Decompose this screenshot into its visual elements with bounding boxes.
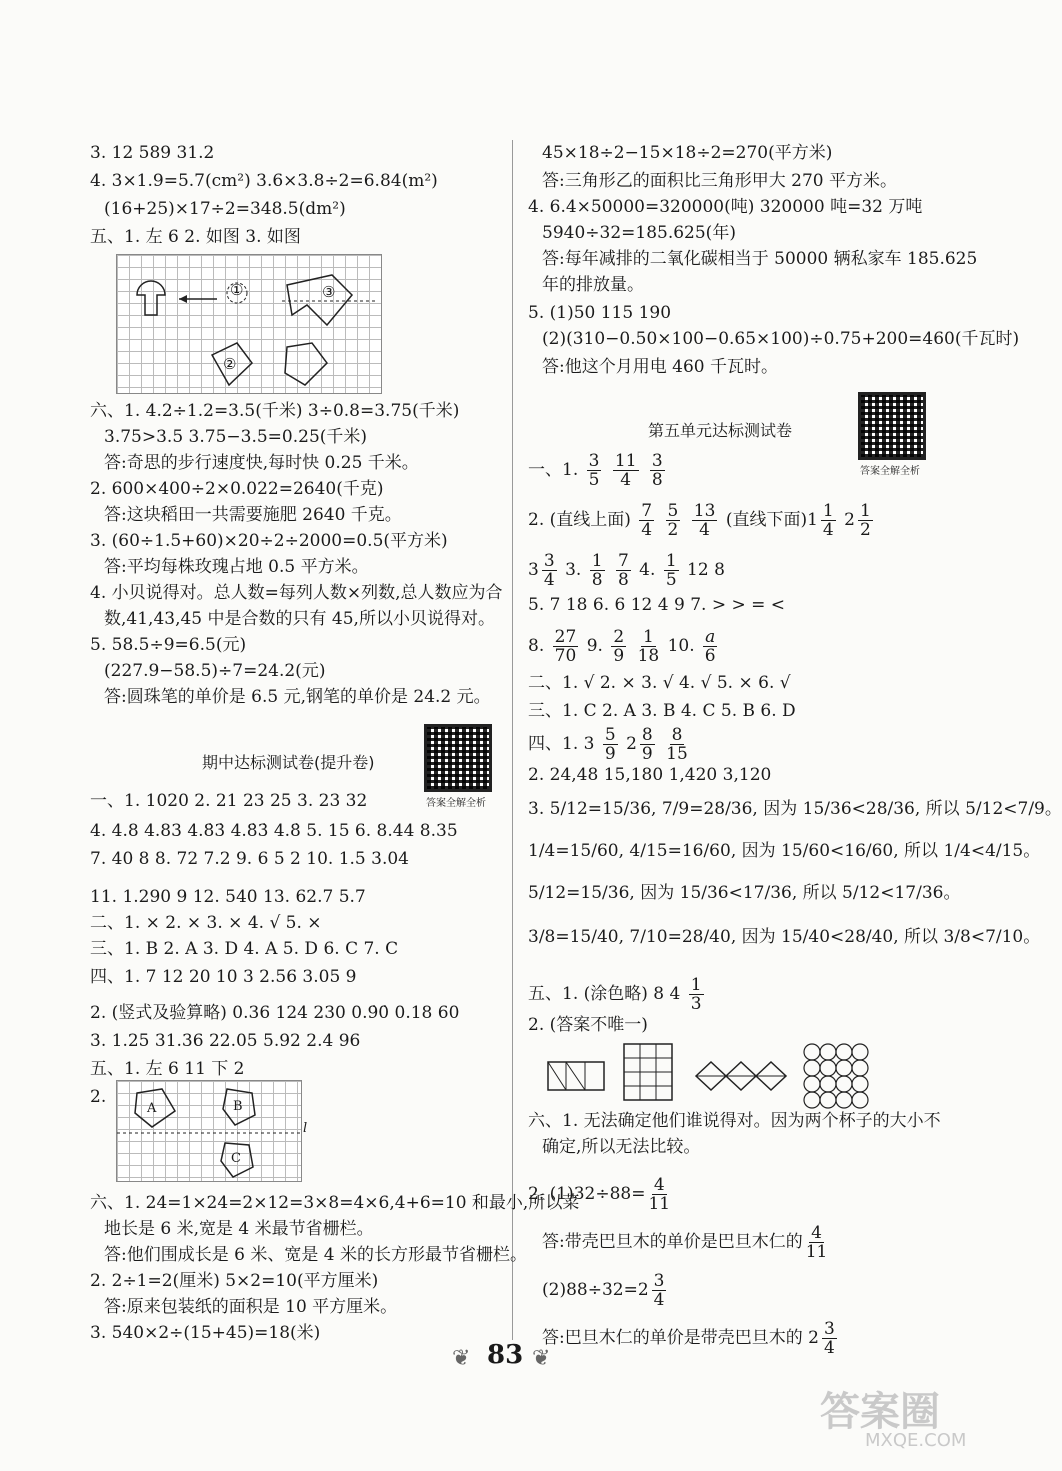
column-divider <box>512 140 513 1340</box>
item-prefix: 2. (直线上面) <box>528 510 631 530</box>
denominator: 15 <box>666 744 688 764</box>
denominator: 2 <box>667 520 679 540</box>
denominator: 9 <box>604 744 616 764</box>
fraction <box>858 502 873 539</box>
qr-code-icon[interactable] <box>424 724 492 792</box>
fraction <box>821 502 836 539</box>
numerator: 5 <box>604 725 616 745</box>
leaf-decoration-icon: ❦ <box>452 1346 471 1371</box>
item-prefix: 9. <box>586 636 603 656</box>
answer-line: 5. (1)50 115 190 <box>528 303 672 323</box>
answer-line: 地长是 6 米,宽是 4 米最节省栅栏。 <box>104 1219 374 1239</box>
fraction <box>611 628 626 665</box>
figure-label-b: B <box>233 1099 243 1114</box>
numerator: 11 <box>614 451 637 471</box>
fraction <box>603 726 618 763</box>
fraction <box>703 628 717 665</box>
numerator: 3 <box>543 551 555 571</box>
answer-line: 5. 58.5÷9=6.5(元) <box>90 635 247 655</box>
denominator: 8 <box>617 570 629 590</box>
denominator: 4 <box>823 1338 835 1358</box>
numerator: 1 <box>859 501 871 521</box>
fraction-line <box>542 1224 830 1261</box>
fraction-line <box>542 1272 669 1309</box>
answer-line: 六、1. 无法确定他们谁说得对。因为两个杯子的大小不 <box>528 1111 941 1131</box>
item-text: 答:巴旦木仁的单价是带壳巴旦木的 2 <box>542 1328 819 1348</box>
numerator: 4 <box>653 1175 665 1195</box>
item-prefix: 一、1. <box>528 460 579 480</box>
answer-line: 六、1. 24=1×24=2×12=3×8=4×6,4+6=10 和最小,所以菜 <box>90 1193 580 1213</box>
fraction <box>664 552 679 589</box>
denominator: 4 <box>641 520 653 540</box>
answer-line: 答:奇思的步行速度快,每时快 0.25 千米。 <box>104 453 419 473</box>
answer-line: 三、1. B 2. A 3. D 4. A 5. D 6. C 7. C <box>90 939 399 959</box>
fraction-line <box>528 1176 673 1213</box>
denominator: 4 <box>699 520 710 540</box>
fraction-line <box>542 1320 840 1357</box>
grid-figure-symmetry <box>116 1080 308 1182</box>
answer-line: 确定,所以无法比较。 <box>542 1137 701 1157</box>
numerator: 3 <box>588 451 600 471</box>
shape-original <box>137 281 165 315</box>
answer-line: 4. 4.8 4.83 4.8̇3̇ 4.8̇3̇ 4.8̇ 5. 15 6. 8.44 8.35 <box>90 821 458 841</box>
shape-four <box>285 343 327 385</box>
fraction <box>587 452 602 489</box>
answer-line: 二、1. √ 2. × 3. √ 4. √ 5. × 6. √ <box>528 673 791 693</box>
fraction <box>638 628 660 665</box>
denominator: 8 <box>651 470 663 490</box>
answer-line: 5940÷32=185.625(年) <box>542 223 736 243</box>
answer-line: 2. 24,48 15,180 1,420 3,120 <box>528 765 772 785</box>
answer-line: 年的排放量。 <box>542 275 644 295</box>
answer-line: 5. 7 18 6. 6 12 4 9 7. > > = < <box>528 595 786 615</box>
watermark-logo: 答案圈 <box>820 1389 940 1435</box>
denominator: 2 <box>859 520 871 540</box>
figure-label-c: C <box>231 1151 241 1166</box>
whole-number: 2 <box>626 734 637 754</box>
figure-shapes <box>117 255 381 393</box>
watermark-url: MXQE.COM <box>865 1430 967 1451</box>
numerator: 5 <box>667 501 679 521</box>
answer-line: (227.9−58.5)÷7=24.2(元) <box>104 661 326 681</box>
answer-line: 答:原来包装纸的面积是 10 平方厘米。 <box>104 1297 398 1317</box>
fraction <box>639 502 654 539</box>
fraction-line <box>528 628 720 665</box>
denominator: 3 <box>690 994 702 1014</box>
numerator: 7 <box>617 551 629 571</box>
answer-line: 六、1. 4.2÷1.2=3.5(千米) 3÷0.8=3.75(千米) <box>90 401 460 421</box>
item-text: 12 8 <box>687 560 725 580</box>
item-text: (2)88÷32=2 <box>542 1280 649 1300</box>
section-title: 期中达标测试卷(提升卷) <box>202 753 375 772</box>
answer-line: 答:三角形乙的面积比三角形甲大 270 平方米。 <box>542 171 897 191</box>
fraction <box>553 628 579 665</box>
answer-line: 三、1. C 2. A 3. B 4. C 5. B 6. D <box>528 701 796 721</box>
numerator: 1 <box>822 501 834 521</box>
answer-line: 2. 2÷1=2(厘米) 5×2=10(平方厘米) <box>90 1271 379 1291</box>
answer-line: 2. 600×400÷2×0.022=2640(千克) <box>90 479 384 499</box>
denominator: 70 <box>554 646 577 666</box>
numerator: 4 <box>811 1223 822 1243</box>
figure-circles <box>804 1044 868 1108</box>
fraction <box>822 1320 837 1357</box>
numerator: 2 <box>613 627 625 647</box>
whole-number: 3 <box>528 560 539 580</box>
item-prefix: 4. <box>639 560 656 580</box>
numerator: 1 <box>591 551 603 571</box>
answer-line: 答:圆珠笔的单价是 6.5 元,钢笔的单价是 24.2 元。 <box>104 687 491 707</box>
numerator: 1 <box>690 975 702 995</box>
answer-line: 11. 1.290 9 12. 540 13. 62.7 5.7 <box>90 887 366 907</box>
answer-line: 3. (60÷1.5+60)×20÷2÷2000=0.5(平方米) <box>90 531 448 551</box>
answer-line: 答:他们围成长是 6 米、宽是 4 米的长方形最节省栅栏。 <box>104 1245 527 1265</box>
answer-line: 2. <box>90 1087 107 1107</box>
fraction <box>650 452 665 489</box>
qr-label: 答案全解全析 <box>426 798 486 809</box>
numerator: 1 <box>665 551 677 571</box>
answer-line: 一、1. 1020 2. 21 23 25 3. 23 32 <box>90 791 368 811</box>
answer-line: 答:这块稻田一共需要施肥 2640 千克。 <box>104 505 402 525</box>
item-prefix: 10. <box>667 636 695 656</box>
answer-line: 45×18÷2−15×18÷2=270(平方米) <box>542 143 833 163</box>
figure-label-3: ③ <box>322 283 336 301</box>
answer-line: 1/4=15/60, 4/15=16/60, 因为 15/60<16/60, 所以 1/4<4/15。 <box>528 841 1041 861</box>
numerator: 7 <box>641 501 653 521</box>
answer-line: 2. (竖式及验算略) 0.36 124 230 0.9̇0̇ 0.18 60 <box>90 1003 460 1023</box>
denominator: 6 <box>704 646 716 666</box>
answer-line: 四、1. 7 12 20 10 3 2.56 3.05 9 <box>90 967 357 987</box>
qr-label: 答案全解全析 <box>860 466 920 477</box>
fraction <box>590 552 605 589</box>
page-number: 83 <box>487 1340 524 1370</box>
figure-rect-triangles <box>548 1062 604 1090</box>
denominator: 11 <box>648 1194 671 1214</box>
denominator: 8 <box>591 570 603 590</box>
numerator: 13 <box>693 501 716 521</box>
item-text: 答:带壳巴旦木的单价是巴旦木仁的 <box>542 1232 803 1252</box>
item-prefix: 五、1. (涂色略) 8 4 <box>528 984 681 1004</box>
qr-code-icon[interactable] <box>858 392 926 460</box>
answer-line: 答:他这个月用电 460 千瓦时。 <box>542 357 778 377</box>
fraction-line <box>528 502 876 539</box>
fraction <box>616 552 631 589</box>
arrow-head <box>179 295 187 303</box>
axis-label-l: l <box>303 1121 308 1136</box>
numerator: 8 <box>671 725 683 745</box>
denominator: 9 <box>613 646 625 666</box>
denominator: 4 <box>653 1290 665 1310</box>
shape-three <box>287 275 352 325</box>
answer-line: 数,41,43,45 中是合数的只有 45,所以小贝说得对。 <box>104 609 495 629</box>
fraction-line <box>528 726 691 763</box>
answer-line: 答:每年减排的二氧化碳相当于 50000 辆私家车 185.625 <box>542 249 978 269</box>
item-text: 2. (1)32÷88= <box>528 1184 646 1204</box>
numerator: 3 <box>651 451 663 471</box>
answer-line: 7. 40 8 8. 72 7.2 9. 6 5 2 10. 1.5 3.04 <box>90 849 409 869</box>
answer-line: 二、1. × 2. × 3. × 4. √ 5. × <box>90 913 322 933</box>
fraction <box>613 452 639 489</box>
fraction <box>689 976 704 1013</box>
answer-line: 3. 5/12=15/36, 7/9=28/36, 因为 15/36<28/36, 所以 5/12<7/9。 <box>528 799 1062 819</box>
answer-line: 五、1. 左 6 2. 如图 3. 如图 <box>90 227 301 247</box>
fraction <box>640 726 655 763</box>
denominator: 4 <box>620 470 632 490</box>
answer-line: (16+25)×17÷2=348.5(dm²) <box>104 199 346 219</box>
numerator: a <box>705 627 716 647</box>
answer-line: 五、1. 左 6 11 下 2 <box>90 1059 245 1079</box>
answer-line: 3. 12 589 31.2 <box>90 143 215 163</box>
fraction-line <box>528 452 668 489</box>
figure-diamonds <box>696 1062 786 1090</box>
denominator: 18 <box>637 646 660 666</box>
answer-line: 4. 小贝说得对。总人数=每列人数×列数,总人数应为合 <box>90 583 503 603</box>
answer-line: 答:平均每株玫瑰占地 0.5 平方米。 <box>104 557 369 577</box>
leaf-decoration-icon: ❦ <box>532 1346 551 1371</box>
item-prefix: 3. <box>565 560 582 580</box>
fraction <box>692 502 718 539</box>
fraction-line <box>528 552 725 589</box>
grid-figure-translation <box>116 254 382 394</box>
answer-line: 3/8=15/40, 7/10=28/40, 因为 15/40<28/40, 所以 3/8<7/10。 <box>528 927 1041 947</box>
numerator: 3 <box>823 1319 835 1339</box>
shading-figures <box>548 1040 948 1110</box>
figure-grid <box>624 1044 672 1100</box>
fraction <box>666 502 681 539</box>
denominator: 9 <box>641 744 653 764</box>
item-prefix: 四、1. 3 <box>528 734 595 754</box>
numerator: 3 <box>653 1271 665 1291</box>
figure-label-2: ② <box>223 355 237 373</box>
answer-line: 4. 3×1.9=5.7(cm²) 3.6×3.8÷2=6.84(m²) <box>90 171 438 191</box>
denominator: 5 <box>588 470 600 490</box>
answer-line: (2)(310−0.50×100−0.65×100)÷0.75+200=460(千瓦时) <box>542 329 1020 349</box>
whole-number: 2 <box>844 510 855 530</box>
numerator: 27 <box>554 627 577 647</box>
answer-line: 2. (答案不唯一) <box>528 1015 648 1035</box>
fraction <box>648 1176 670 1213</box>
figure-shapes <box>117 1081 301 1181</box>
answer-line: 4. 6.4×50000=320000(吨) 320000 吨=32 万吨 <box>528 197 923 217</box>
figure-label-a: A <box>147 1101 157 1116</box>
answer-line: 3. 540×2÷(15+45)=18(米) <box>90 1323 321 1343</box>
numerator: 1 <box>642 627 654 647</box>
fraction-line <box>528 976 707 1013</box>
numerator: 8 <box>641 725 653 745</box>
denominator: 4 <box>822 520 834 540</box>
fraction <box>666 726 688 763</box>
fraction <box>806 1224 828 1261</box>
item-text: (直线下面)1 <box>725 510 818 530</box>
fraction <box>652 1272 667 1309</box>
denominator: 4 <box>543 570 555 590</box>
answer-line: 3. 1.25 31.36 22.05 5.92 2.4 96 <box>90 1031 361 1051</box>
item-prefix: 8. <box>528 636 545 656</box>
fraction <box>542 552 557 589</box>
figure-label-1: ① <box>230 281 244 299</box>
denominator: 11 <box>805 1242 828 1262</box>
denominator: 5 <box>665 570 677 590</box>
answer-line: 3.75>3.5 3.75−3.5=0.25(千米) <box>104 427 368 447</box>
section-title: 第五单元达标测试卷 <box>648 421 793 440</box>
answer-line: 5/12=15/36, 因为 15/36<17/36, 所以 5/12<17/36。 <box>528 883 961 903</box>
